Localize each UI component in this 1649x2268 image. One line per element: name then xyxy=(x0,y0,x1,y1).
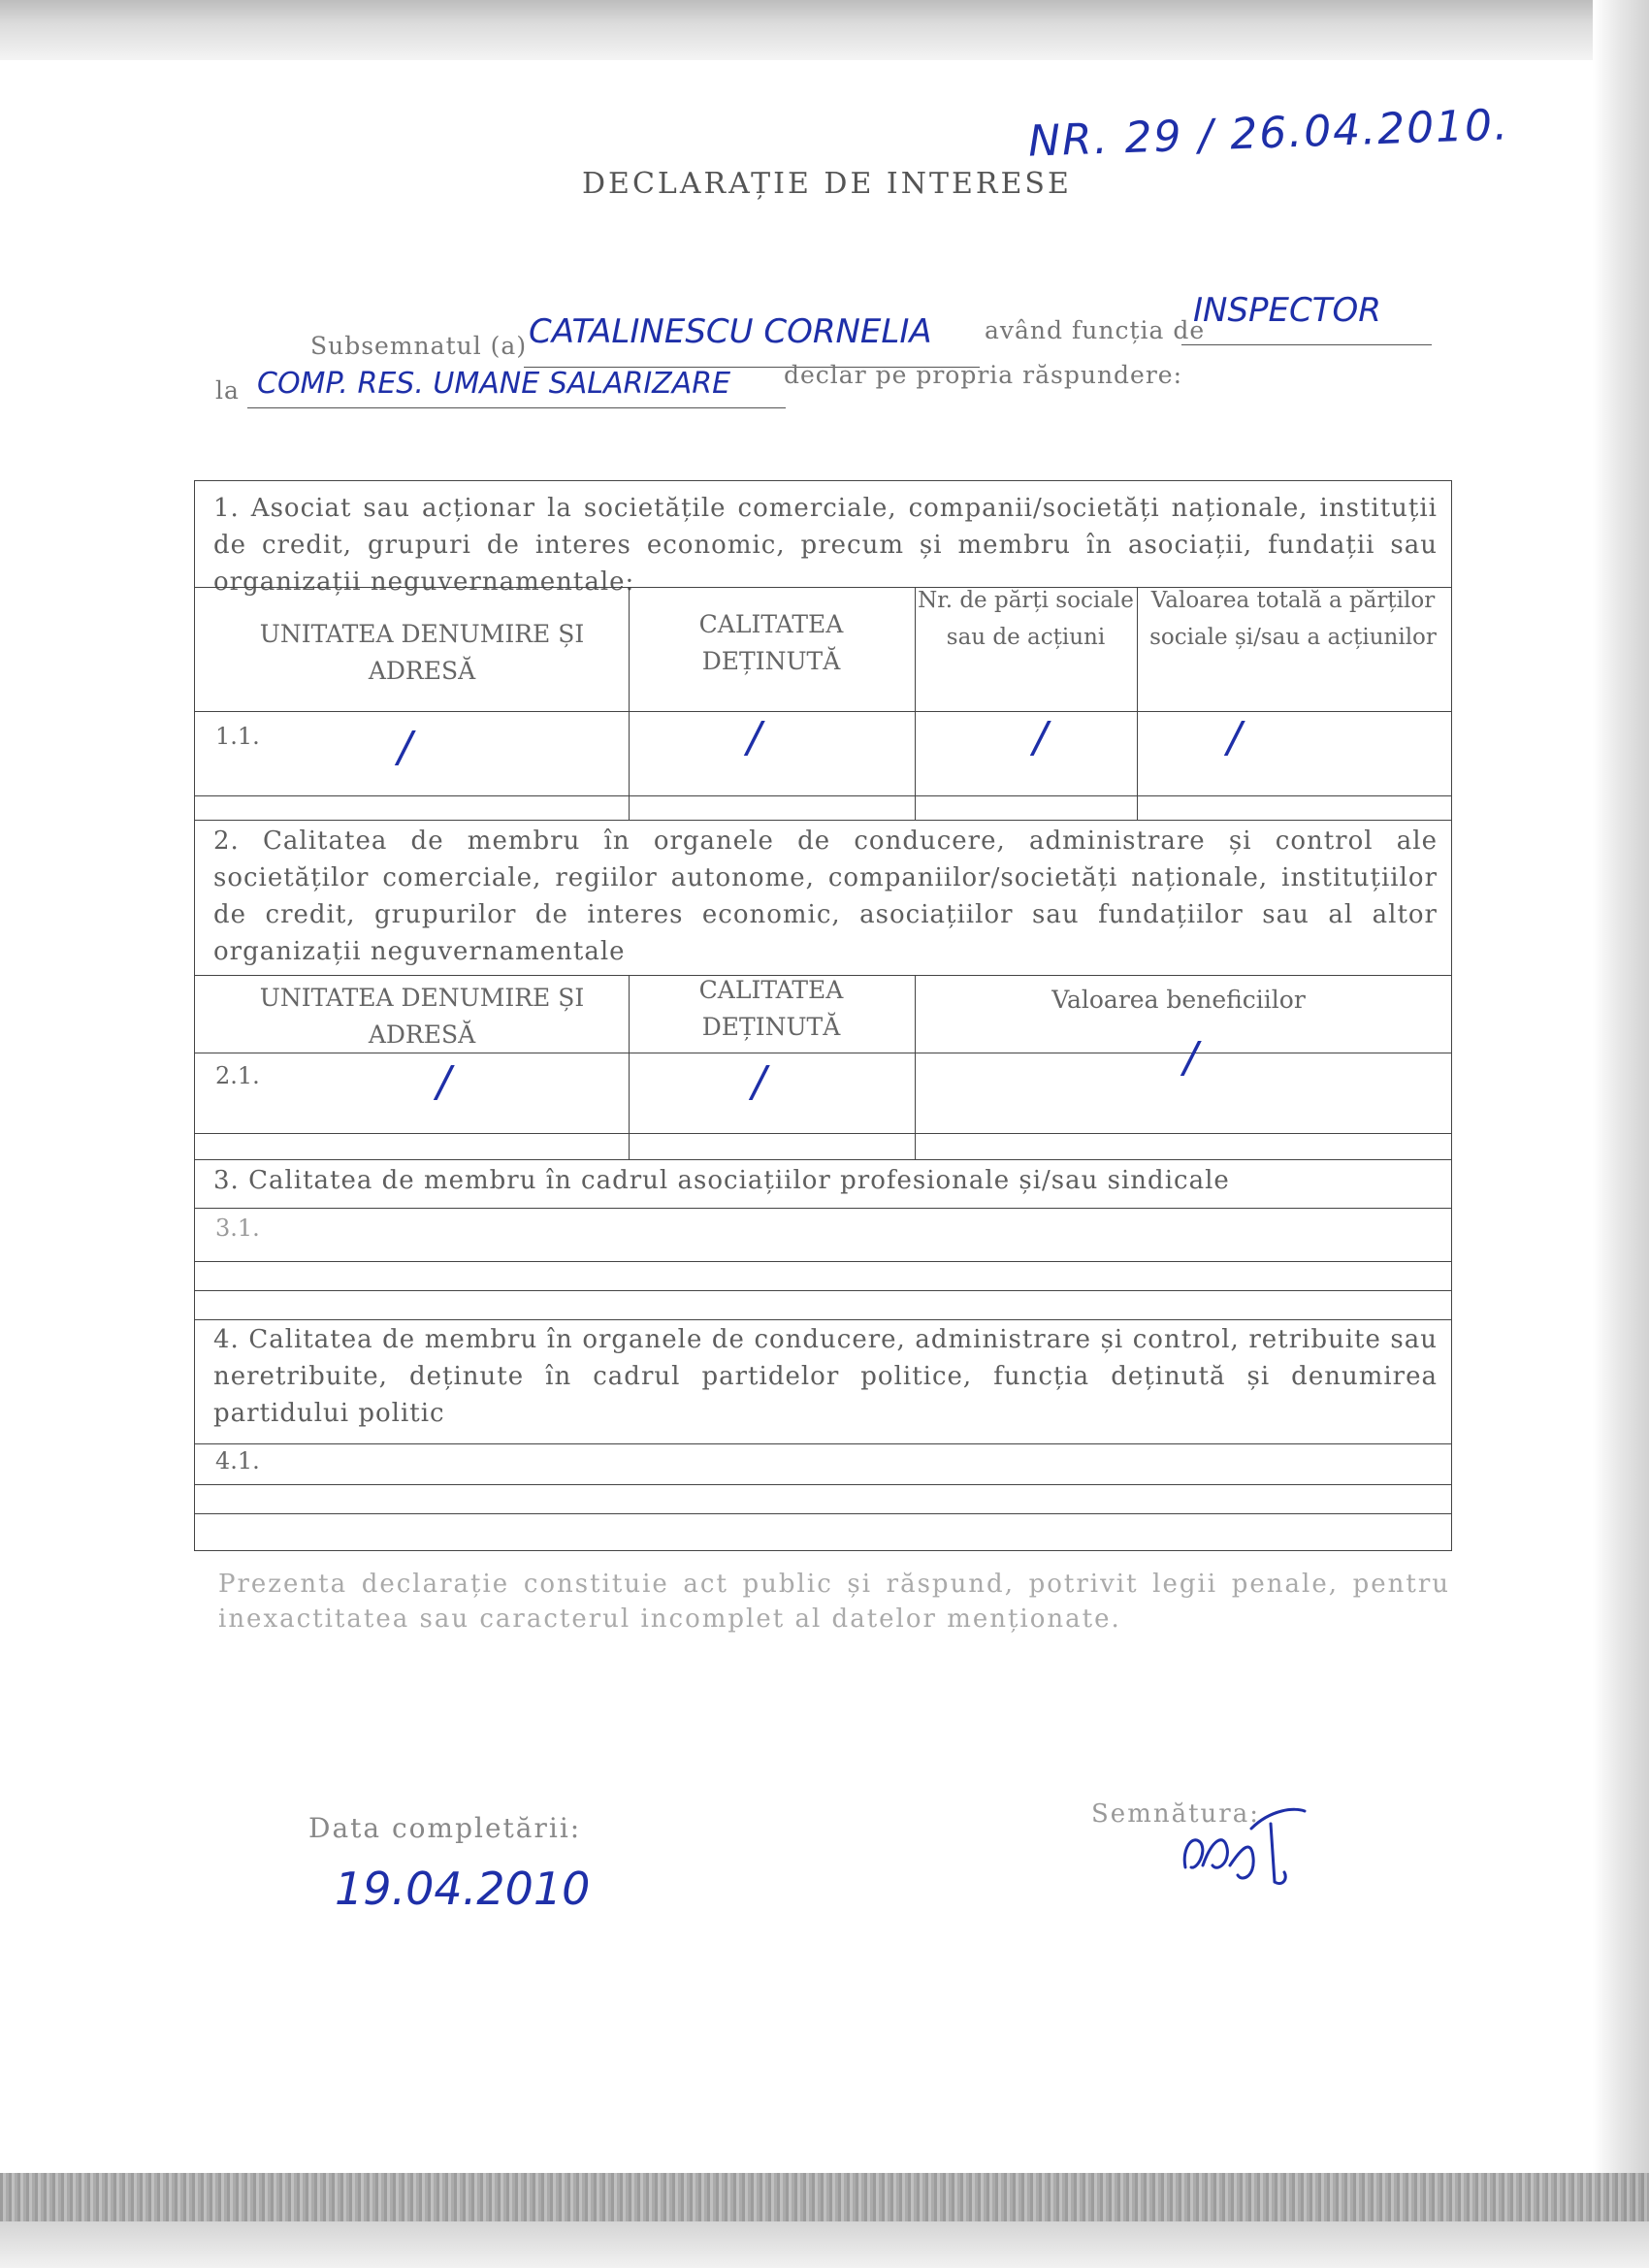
date-value: 19.04.2010 xyxy=(335,1863,591,1915)
divider xyxy=(194,795,1451,796)
registration-number: NR. 29 / 26.04.2010. xyxy=(1027,100,1510,167)
section1-col-parts: Nr. de părți sociale sau de acțiuni xyxy=(918,588,1134,650)
name-value: CATALINESCU CORNELIA xyxy=(529,312,932,351)
department-field-line xyxy=(247,407,786,408)
section1-col-quality: CALITATEA DEȚINUTĂ xyxy=(698,610,844,675)
section1-quality-mark: / xyxy=(747,713,761,762)
section1-row-label: 1.1. xyxy=(215,723,260,750)
section2-quality-mark: / xyxy=(752,1057,766,1107)
section2-row-label: 2.1. xyxy=(215,1062,260,1089)
function-value: INSPECTOR xyxy=(1193,291,1381,330)
declare-label: declar pe propria răspundere: xyxy=(784,361,1183,389)
section2-col-quality: CALITATEA DEȚINUTĂ xyxy=(698,976,844,1041)
divider xyxy=(194,1319,1451,1320)
divider xyxy=(915,587,916,820)
at-label: la xyxy=(215,376,240,405)
divider xyxy=(194,1484,1451,1485)
page-title: DECLARAȚIE DE INTERESE xyxy=(582,167,1072,201)
section1-parts-mark: / xyxy=(1033,713,1048,762)
divider xyxy=(194,1443,1451,1444)
divider xyxy=(194,1159,1451,1160)
scan-edge-bottom-fade xyxy=(0,2221,1649,2268)
section1-unit-mark: / xyxy=(398,723,412,772)
section1-heading: 1. Asociat sau acționar la societățile comerciale, companii/societăți naționale, instituții de credit, grupuri de interes economic, precum și membru în asociații, fundații sau organizații neguvernamentale: xyxy=(213,494,1438,597)
department-value: COMP. RES. UMANE SALARIZARE xyxy=(257,367,731,401)
section2-unit-mark: / xyxy=(436,1057,451,1107)
section3-row-label: 3.1. xyxy=(215,1215,260,1242)
divider xyxy=(629,975,630,1159)
divider xyxy=(629,587,630,820)
divider xyxy=(1137,587,1138,820)
section2-col-unit: UNITATEA DENUMIRE ȘI ADRESĂ xyxy=(259,984,585,1049)
scan-edge-top xyxy=(0,0,1649,60)
section4-heading: 4. Calitatea de membru în organele de conducere, administrare și control, retribuite sau neretribuite, deținute în cadrul partidelor politice, funcția deținută și denumirea partidului politic xyxy=(213,1325,1438,1428)
function-label: având funcția de xyxy=(985,316,1206,344)
date-label: Data completării: xyxy=(308,1812,582,1844)
function-field-line xyxy=(1181,344,1432,345)
signature-label: Semnătura: xyxy=(1091,1799,1260,1829)
section2-heading: 2. Calitatea de membru în organele de conducere, administrare și control ale societăților comerciale, regiilor autonome, companiilor/societăți naționale, instituțiilor de credit, grupurilor de interes economic, asociațiilor sau fundațiilor sau al altor organizații neguvernamentale xyxy=(213,826,1438,966)
section1-col-unit: UNITATEA DENUMIRE ȘI ADRESĂ xyxy=(259,620,585,685)
section2-benefit-mark: / xyxy=(1183,1033,1198,1083)
section1-value-mark: / xyxy=(1227,713,1242,762)
divider xyxy=(194,820,1451,821)
scan-edge-right xyxy=(1593,0,1649,2268)
section3-heading: 3. Calitatea de membru în cadrul asociațiilor profesionale și/sau sindicale xyxy=(213,1166,1230,1195)
divider xyxy=(194,1208,1451,1209)
section4-row-label: 4.1. xyxy=(215,1447,260,1474)
divider xyxy=(194,1290,1451,1291)
divider xyxy=(194,1133,1451,1134)
divider xyxy=(194,711,1451,712)
signature-drawing xyxy=(1174,1790,1319,1896)
legal-statement: Prezenta declarație constituie act public și răspund, potrivit legii penale, pentru inexactitatea sau caracterul incomplet al datelor menționate. xyxy=(218,1570,1450,1634)
divider xyxy=(194,1513,1451,1514)
section1-col-value: Valoarea totală a părților sociale și/sau a acțiunilor xyxy=(1149,588,1437,650)
section2-col-benefit: Valoarea beneficiilor xyxy=(1051,986,1306,1014)
subsemnatul-label: Subsemnatul (a) xyxy=(310,332,528,360)
divider xyxy=(915,975,916,1159)
divider xyxy=(194,1261,1451,1262)
